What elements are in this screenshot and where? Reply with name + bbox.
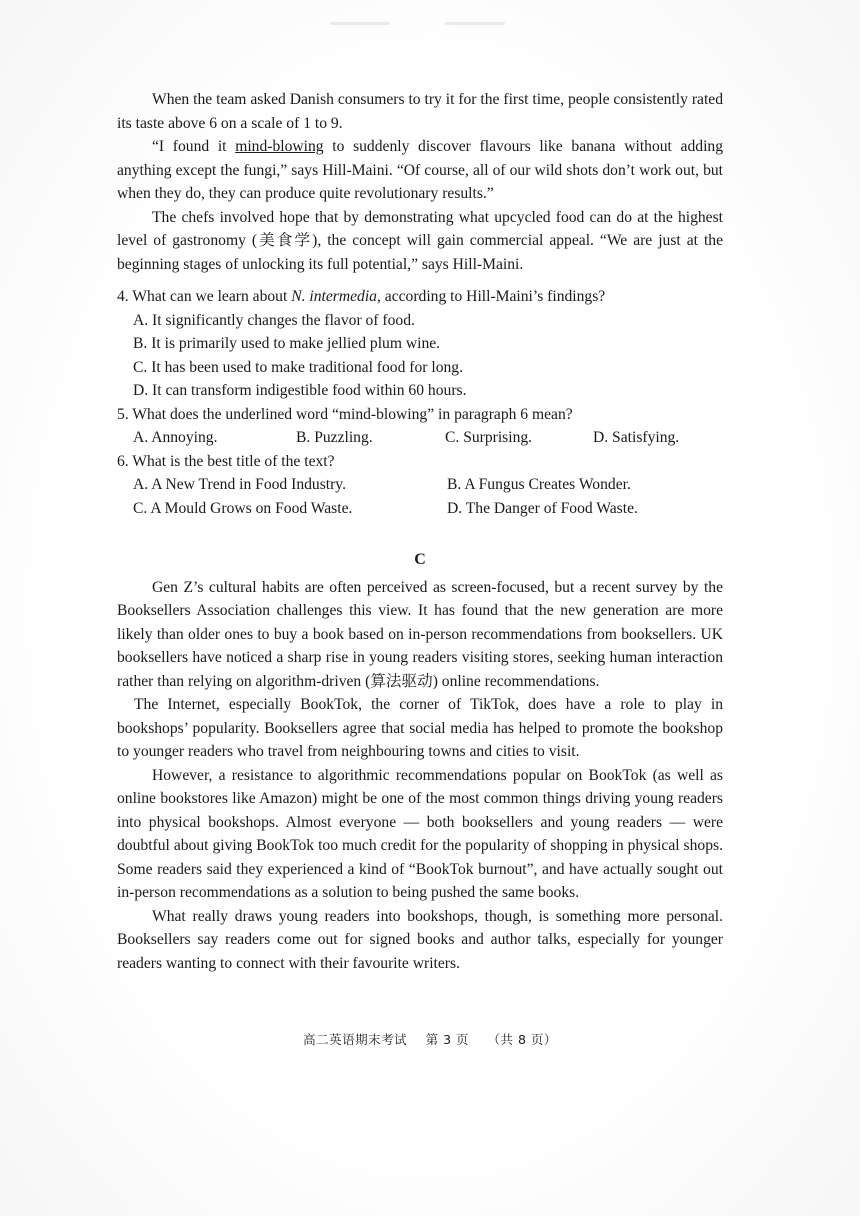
paragraph-c-1: Gen Z’s cultural habits are often perceived as screen-focused, but a recent survey by the Booksellers Association challenges this view. It has found that the new generation are more likely than older ones to buy a book based on in-person recommendations from booksellers. UK booksellers have noticed a sharp rise in young readers visiting stores, seeking human interaction rather than relying on algorithm-driven (算法驱动) online recommendations. bbox=[117, 578, 723, 690]
paragraph-b-5: When the team asked Danish consumers to try it for the first time, people consistently rated its taste above 6 on a scale of 1 to 9. bbox=[117, 91, 723, 132]
section-heading-c: C bbox=[414, 551, 426, 568]
option-d: D. The Danger of Food Waste. bbox=[447, 499, 638, 517]
options-row bbox=[133, 473, 723, 497]
underlined-word: mind-blowing bbox=[235, 138, 324, 155]
scan-mark bbox=[445, 22, 505, 25]
option-a: A. It significantly changes the flavor of food. bbox=[133, 311, 415, 329]
stem-italic-term: N. intermedia bbox=[291, 288, 377, 305]
paragraph-b-6 bbox=[117, 135, 723, 206]
paragraph-c-4: What really draws young readers into bookshops, though, is something more personal. Booksellers say readers come out for signed books and author talks, especially for younger readers wanting to connect with their favourite writers. bbox=[117, 907, 723, 972]
footer-exam-title: 高二英语期末考试 bbox=[303, 1032, 408, 1047]
paragraph-c-2: The Internet, especially BookTok, the corner of TikTok, does have a role to play in bookshops’ popularity. Booksellers agree that social media has helped to promote the bookshop to younger readers who travel from neighbouring towns and cities to visit. bbox=[117, 696, 723, 760]
question-stem bbox=[117, 285, 723, 309]
page-content bbox=[117, 88, 723, 975]
option-c: C. Surprising. bbox=[445, 429, 533, 446]
option-a: A. A New Trend in Food Industry. bbox=[133, 476, 346, 493]
option-b: B. It is primarily used to make jellied plum wine. bbox=[133, 335, 441, 352]
question-6 bbox=[117, 450, 723, 521]
question-stem: 5. What does the underlined word “mind-blowing” in paragraph 6 mean? bbox=[117, 405, 573, 423]
paragraph-text: to suddenly discover flavours like banana without adding anything except the fungi,” says Hill-Maini. “Of course, all of our wild shots don’t work out, but when they do, they can produce quite revolutionary results.” bbox=[117, 138, 723, 202]
options-row bbox=[133, 497, 723, 521]
paragraph-c-3: However, a resistance to algorithmic recommendations popular on BookTok (as well as online bookstores like Amazon) might be one of the most common things driving young readers into physical bookshops. Almost everyone — both booksellers and young readers — were doubtful about giving BookTok too much credit for the popularity of shopping in physical shops. Some readers said they experienced a kind of “BookTok burnout”, and have actually sought out in-person recommendations as a solution to being pushed the same books. bbox=[117, 766, 723, 901]
paragraph-text: “I found it bbox=[152, 138, 236, 155]
question-5 bbox=[117, 403, 723, 450]
option-a: A. Annoying. bbox=[133, 429, 218, 446]
scan-mark bbox=[330, 22, 390, 25]
question-4 bbox=[117, 285, 723, 403]
option-d: D. It can transform indigestible food within 60 hours. bbox=[133, 382, 467, 399]
option-b: B. A Fungus Creates Wonder. bbox=[447, 476, 631, 493]
stem-text: , according to Hill-Maini’s findings? bbox=[376, 288, 606, 305]
option-c: C. It has been used to make traditional food for long. bbox=[133, 358, 463, 376]
options-row bbox=[133, 426, 723, 450]
option-c: C. A Mould Grows on Food Waste. bbox=[133, 499, 353, 517]
paragraph-b-7: The chefs involved hope that by demonstrating what upcycled food can do at the highest level of gastronomy (美食学), the concept will gain commercial appeal. “We are just at the beginning stages of unlocking its full potential,” says Hill-Maini. bbox=[117, 208, 723, 273]
option-d: D. Satisfying. bbox=[593, 429, 680, 446]
option-b: B. Puzzling. bbox=[296, 429, 373, 446]
footer-page-number: 第 3 页 bbox=[425, 1032, 469, 1047]
footer-page-total: （共 8 页） bbox=[487, 1032, 557, 1047]
stem-text: 4. What can we learn about bbox=[117, 288, 292, 305]
question-stem: 6. What is the best title of the text? bbox=[117, 452, 335, 470]
page-footer bbox=[0, 1030, 860, 1048]
